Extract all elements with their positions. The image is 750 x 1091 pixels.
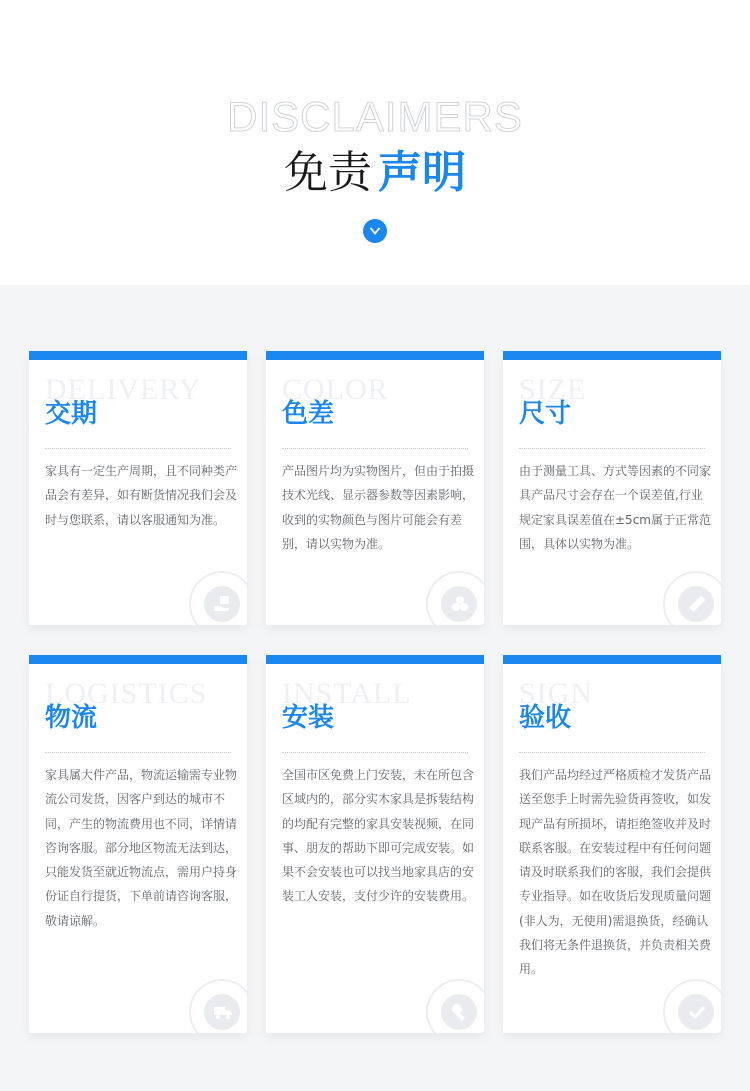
page-title xyxy=(0,145,750,201)
card-description: 家具有一定生产周期，且不同种类产品会有差异，如有断货情况我们会及时与您联系，请以客服通知为准。 xyxy=(45,464,238,527)
card-title: 尺寸 xyxy=(519,399,572,429)
card-top-bar xyxy=(503,655,721,664)
header-section xyxy=(0,0,750,285)
card-title: 安装 xyxy=(282,703,335,733)
card-top-bar xyxy=(266,655,484,664)
card-description: 产品图片均为实物图片，但由于拍摄技术光线、显示器参数等因素影响，收到的实物颜色与图片可能会有差别，请以实物为准。 xyxy=(282,464,475,551)
card-top-bar xyxy=(29,655,247,664)
divider xyxy=(45,448,231,449)
card-en-watermark: INSTALL xyxy=(282,677,412,710)
card-logistics xyxy=(29,655,247,1033)
card-title: 色差 xyxy=(282,399,335,429)
divider xyxy=(282,752,468,753)
card-top-bar xyxy=(503,351,721,360)
title-part-1: 免责 xyxy=(284,147,372,198)
card-title: 交期 xyxy=(45,399,98,429)
card-description: 家具属大件产品，物流运输需专业物流公司发货，因客户到达的城市不同，产生的物流费用也不同，详情请咨询客服。部分地区物流无法到达，只能发货至就近物流点，需用户持身份证自行提货，下单前请咨询客服，敬请谅解。 xyxy=(45,768,238,928)
title-part-2: 声明 xyxy=(378,147,466,198)
card-delivery xyxy=(29,351,247,625)
card-color xyxy=(266,351,484,625)
card-description: 由于测量工具、方式等因素的不同家具产品尺寸会存在一个误差值,行业规定家具误差值在±5cm属于正常范围，具体以实物为准。 xyxy=(519,464,712,551)
card-en-watermark: LOGISTICS xyxy=(45,677,208,710)
truck-icon xyxy=(189,979,247,1033)
card-title: 验收 xyxy=(519,703,572,733)
divider xyxy=(519,752,705,753)
divider xyxy=(45,752,231,753)
wrench-icon xyxy=(426,979,484,1033)
chevron-down-icon xyxy=(363,219,387,243)
card-description: 全国市区免费上门安装，未在所包含区域内的，部分实木家具是拆装结构的均配有完整的家具安装视频，在同事、朋友的帮助下即可完成安装。如果不会安装也可以找当地家具店的安装工人安装，支付少许的安装费用。 xyxy=(282,768,475,904)
hand-box-icon xyxy=(189,571,247,625)
checkmark-icon xyxy=(663,979,721,1033)
card-en-watermark: SIZE xyxy=(519,373,587,406)
divider xyxy=(282,448,468,449)
card-top-bar xyxy=(266,351,484,360)
card-sign xyxy=(503,655,721,1033)
card-en-watermark: SIGN xyxy=(519,677,594,710)
palette-circles-icon xyxy=(426,571,484,625)
card-en-watermark: DELIVERY xyxy=(45,373,202,406)
english-title: DISCLAIMERS xyxy=(227,93,523,140)
card-install xyxy=(266,655,484,1033)
card-en-watermark: COLOR xyxy=(282,373,389,406)
card-size xyxy=(503,351,721,625)
card-description: 我们产品均经过严格质检才发货产品送至您手上时需先验货再签收，如发现产品有所损坏，请拒绝签收并及时联系客服。在安装过程中有任何问题请及时联系我们的客服，我们会提供专业指导。如在收货后发现质量问题(非人为，无使用)需退换货，经确认我们将无条件退换货，并负责相关费用。 xyxy=(519,768,712,977)
divider xyxy=(519,448,705,449)
card-top-bar xyxy=(29,351,247,360)
card-title: 物流 xyxy=(45,703,98,733)
ruler-icon xyxy=(663,571,721,625)
